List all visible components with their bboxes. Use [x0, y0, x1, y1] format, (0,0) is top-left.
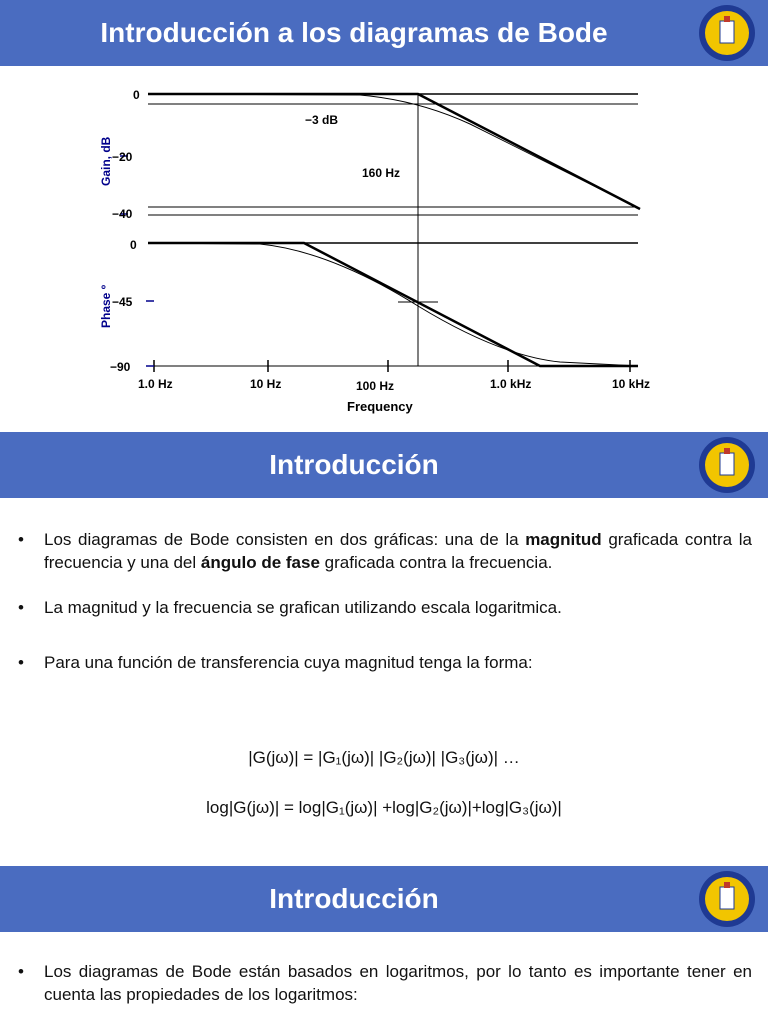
- university-logo-icon: [698, 4, 756, 62]
- slide3-bullet-list: [18, 960, 752, 1006]
- freq-tick-100hz: 100 Hz: [356, 379, 395, 393]
- annotation-3db: −3 dB: [305, 113, 339, 127]
- gain-tick-40: −40: [112, 207, 133, 221]
- x-axis-label: Frequency: [347, 399, 413, 414]
- freq-tick-10khz: 10 kHz: [612, 377, 651, 391]
- university-logo-icon: [698, 436, 756, 494]
- gain-axis-label: Gain, dB: [99, 136, 113, 186]
- slide1-banner: [0, 0, 768, 66]
- freq-tick-1hz: 1.0 Hz: [138, 377, 173, 391]
- bullet-dot: •: [18, 598, 24, 617]
- phase-tick-90: −90: [110, 360, 131, 374]
- phase-axis-label: Phase º: [99, 284, 113, 328]
- slide2-banner: [0, 432, 768, 498]
- phase-tick-45: −45: [112, 295, 133, 309]
- list-item: • Los diagramas de Bode están basados en logaritmos, por lo tanto es importante tener en cuenta las propiedades de los logaritmos:: [18, 962, 752, 1004]
- list-item: • Los diagramas de Bode consisten en dos gráficas: una de la magnitud graficada contra la frecuencia y una del ángulo de fase graficada contra la frecuencia.: [18, 530, 752, 572]
- slide2-title: Introducción: [269, 449, 439, 480]
- freq-tick-1khz: 1.0 kHz: [490, 377, 532, 391]
- phase-tick-0: 0: [130, 238, 137, 252]
- gain-actual-curve: [148, 94, 640, 209]
- bode-plot: [0, 66, 768, 432]
- annotation-160hz: 160 Hz: [362, 166, 401, 180]
- gain-tick-20: −20: [112, 150, 133, 164]
- slide3-title: Introducción: [269, 883, 439, 914]
- phase-actual-curve: [148, 243, 638, 366]
- university-logo-icon: [698, 870, 756, 928]
- phase-asymptote: [148, 243, 638, 366]
- bullet-dot: •: [18, 653, 24, 672]
- equation-magnitude-product: |G(jω)| = |G₁(jω)| |G₂(jω)| |G₃(jω)| …: [248, 748, 520, 767]
- bullet-dot: •: [18, 530, 24, 549]
- bullet-dot: •: [18, 962, 24, 981]
- slide2-bullet-list: [18, 528, 752, 674]
- list-item: • Para una función de transferencia cuya magnitud tenga la forma:: [18, 653, 533, 672]
- gain-tick-0: 0: [133, 88, 140, 102]
- equation-log-sum: log|G(jω)| = log|G₁(jω)| +log|G₂(jω)|+log|G₃(jω)|: [206, 798, 562, 817]
- slide1-title: Introducción a los diagramas de Bode: [100, 17, 608, 48]
- gain-asymptote: [148, 94, 640, 209]
- list-item: • La magnitud y la frecuencia se grafican utilizando escala logaritmica.: [18, 598, 562, 617]
- slide3-banner: [0, 866, 768, 932]
- freq-tick-10hz: 10 Hz: [250, 377, 282, 391]
